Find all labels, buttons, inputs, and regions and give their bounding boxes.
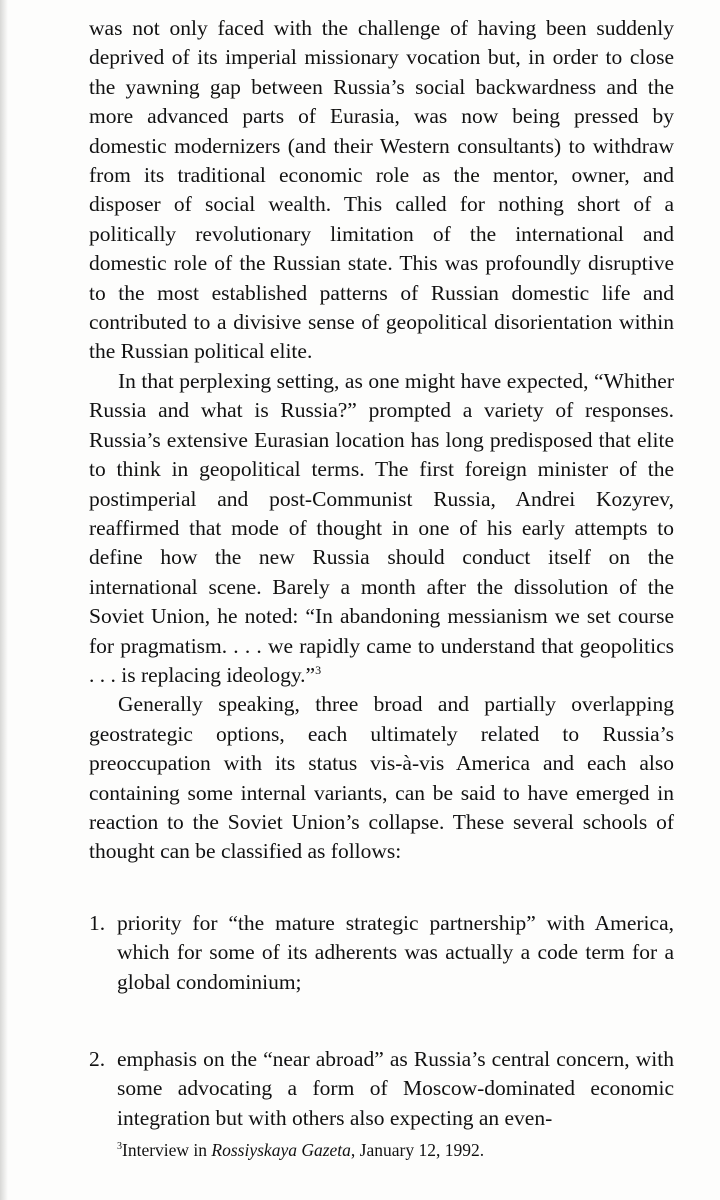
paragraph-2-text: In that perplexing setting, as one might have expected, “Whither Russia and what is Russia?” prompted a variety of responses. Russia’s extensive Eurasian location has long predisposed that elite to think in geopolitical terms. The first foreign minister of the postimperial and post-Communist Russia, Andrei Kozyrev, reaffirmed that mode of thought in one of his early attempts to define how the new Russia should conduct itself on the international scene. Barely a month after the dissolution of the Soviet Union, he noted: “In abandoning messianism we set course for pragmatism. . . . we rapidly came to understand that geopolitics . . . is replacing ideology.” [89,368,674,687]
footnote-suffix: , January 12, 1992. [350,1140,485,1160]
paragraph-3-text: Generally speaking, three broad and partially overlapping geostrategic options, each ultimately related to Russia’s preoccupation with its status vis-à-vis America and each also containing some internal variants, can be said to have emerged in reaction to the Soviet Union’s collapse. These several schools of thought can be classified as follows: [89,692,674,864]
list-item [89,1045,674,1133]
paragraph-1-text: was not only faced with the challenge of having been suddenly deprived of its imperial missionary vocation but, in order to close the yawning gap between Russia’s social backwardness and the more advanced parts of Eurasia, was now being pressed by domestic modernizers (and their Western consultants) to withdraw from its traditional economic role as the mentor, owner, and disposer of social wealth. This called for nothing short of a politically revolutionary limitation of the international and domestic role of the Russian state. This was profoundly disruptive to the most established patterns of Russian domestic life and contributed to a divisive sense of geopolitical disorientation within the Russian political elite. [89,16,674,364]
options-list [89,909,674,1133]
footnote-reference: 3 [315,662,322,677]
list-item-text: emphasis on the “near abroad” as Russia’s central concern, with some advocating a form of Moscow-dominated economic integration but with others also expecting an even- [117,1047,674,1130]
footnote-source: Rossiyskaya Gazeta [211,1140,351,1160]
paragraph-3 [89,690,674,866]
list-item [89,909,674,997]
footnote [117,1138,484,1162]
list-item-number: 1. [89,910,106,935]
footnote-marker: 3 [117,1141,122,1153]
paragraph-2 [89,367,674,690]
paragraph-1 [89,14,674,367]
list-item-text: priority for “the mature strategic partnership” with America, which for some of its adherents was actually a code term for a global condominium; [117,910,674,994]
footnote-prefix: Interview in [122,1140,212,1160]
body-text [89,14,674,1181]
list-item-number: 2. [89,1047,106,1071]
